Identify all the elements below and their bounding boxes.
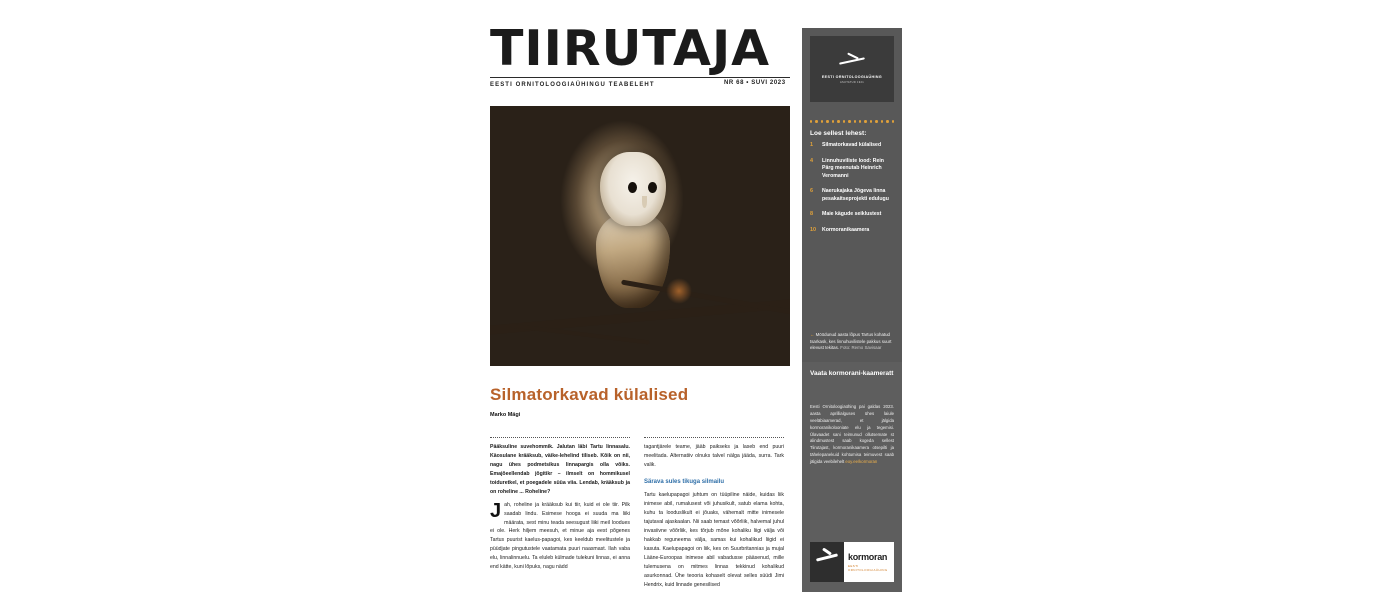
article-headline: Silmatorkavad külalised (490, 385, 689, 404)
contents-title: Loe sellest lehest: (810, 130, 867, 137)
promo-link-prefix[interactable]: eoy. (845, 459, 854, 464)
contents-item[interactable] (810, 188, 896, 203)
owl-beak (642, 196, 647, 208)
light-glow (666, 278, 692, 304)
contents-item[interactable] (810, 211, 896, 219)
contents-page-number: 6 (810, 188, 814, 195)
article-subheading: Särava sules tikuga silmailu (644, 478, 725, 485)
contents-item[interactable] (810, 227, 896, 235)
article-column-left (490, 432, 630, 572)
decorative-dots (810, 120, 894, 123)
photo-credit: Foto: Remo Savisaar (840, 345, 882, 351)
contents-page-number: 10 (810, 226, 817, 233)
article-lead: Pääksuline suvehommik. Jalutan läbi Tartu linnasalu. Käosulane krääksub, väike-lehelind tiliseb. Kõik on nii, nagu ühes podmetsikus linnapargis olla võiks. Emajõeellendab jõgitikr – ilmselt on hommikusel toiduretkel, et poegadele süüa viia. Lendab, krääksub ja on roheline ... Roheline? (490, 444, 630, 495)
masthead-divider (490, 77, 790, 78)
organization-name: EESTI ORNITOLOOGIAÜHING (821, 75, 883, 79)
contents-page-number: 1 (810, 142, 814, 148)
promo-link[interactable]: ee/kormoran (853, 459, 878, 464)
owl-face (600, 152, 666, 226)
promo-panel (802, 362, 902, 592)
article-paragraph-2: tagantjärele teame, jääb paikseks ja laseb end puuri meelitada. Alternatiiv olnuks talvel nälga jääda, surra. Tark valik. (644, 444, 784, 468)
contents-item-label: Silmatorkavad külalised (822, 142, 882, 148)
owl-body (596, 212, 670, 308)
organization-logo (810, 36, 894, 102)
kormoran-logo[interactable] (810, 542, 894, 582)
contents-item[interactable] (810, 158, 896, 181)
contents-page-number: 4 (810, 157, 814, 164)
promo-title: Vaata kormorani-kaameratt (810, 370, 894, 377)
publication-subtitle: EESTI ORNITOLOOGIAÜHINGU TEABELEHT (490, 82, 655, 88)
promo-body (810, 404, 894, 466)
caption-marker: ← (810, 332, 815, 338)
photo-caption (810, 332, 896, 352)
kormoran-word: kormoran (848, 551, 888, 562)
issue-number: NR 68 • SUVI 2023 (724, 80, 786, 86)
contents-item[interactable] (810, 142, 896, 150)
cover-photo (490, 106, 790, 366)
owl-eye-left (628, 182, 637, 193)
article-paragraph-1: ah, roheline ja krääksub kui tiir, kuid ei ole tiir. Pilk saadab lindu. Esimese hooga ei suuda ma liiki määrata, sest minu teada seesugust liiki meil loodues ei ole. Herk hiljem meesuh, et minue aja eest põgenes Tartus puurist kaelus-papagoi, kes keeldub meelitustele ja püüdjate pingutustele vaatamata puuri naasmast. Ilah vaba elu, linnalinnuelu. Ta eluleb külmade tulekuni linnas, ei anna end kätte, kuni lõpuks, nagu nädd (490, 501, 630, 571)
contents-page-number: 8 (810, 211, 814, 218)
barn-owl-image (586, 152, 682, 302)
promo-body-text: Eesti Ornitoloogiaühing pai galdas 2023. aasta aprillialguses ühes laiule veeläbiaamerad, et jälgida kormoranikolooniate elu ja tegemisi. Ülavaadet sani teimunud ollutsemate st alindmustest saab kogeda sellest Tiirutajast, kormoranikaamera otsepilti ja tähelepanekuid kohtumisa teimuvest saab jälgida veebilehelt (810, 404, 894, 464)
contents-list (810, 142, 896, 242)
contents-item-label: Maie kägude seiklustest (822, 211, 882, 218)
owl-eye-right (648, 182, 657, 193)
drop-cap: J (490, 499, 502, 522)
masthead (490, 20, 790, 88)
cormorant-logo-icon (810, 542, 844, 582)
contents-item-label: Kormoranikaamera (822, 226, 870, 233)
contents-item-label: Linnuhuviliste lood: Rein Pärg meenutab Heinrich Veromanni (822, 157, 884, 179)
caption-text: Möödunud aasta lõpus Tartus kohatud tsarkask, kes linnuhuvilistele pakkus suurt elevust tekitas. (810, 332, 892, 351)
contents-sidebar (802, 28, 902, 362)
contents-item-label: Naerukajaka Jõgeva linna pesakaitseprojekti edulugu (822, 188, 889, 202)
article-column-right (644, 432, 784, 589)
article-paragraph-3: Tartu kaelupapagoi juhtum on tüüpiline näide, kuidas liik inimese abil, rumalusest või juhusikult, satub elama kohta, kuhu ta looduslikult ei jõuaks, vähemalt mitte inimesele tajutaval ajaskaalan. Nii saab temast võõrliik, halvemal juhul invasiivne võõrliik, kes tõrjub mõne kohaliku liigi välja või hakkab reguneema välja, samas kui kohalikud liigid ei kasuta. Kaelupapagoi on liik, kes on Suurbritannias ja mujal Lääne-Euroopas inimese abil vabadusse pääsenud, mille tulemusena on mitmes linnas tekkinud kohalikud asurkonnad. Ühe teooria kohaselt olevat selles süüdi Jimi Hendrix, kuid linnade genesilised (644, 492, 784, 588)
column-rule (490, 437, 630, 438)
column-rule (644, 437, 784, 438)
bird-logo-icon (839, 54, 865, 70)
publication-title: TIIRUTAJA (490, 20, 771, 77)
kormoran-subtitle: EESTI ORNITOLOOGIAÜHING (848, 563, 888, 572)
kormoran-wordmark (844, 553, 894, 572)
article-byline: Marko Mägi (490, 412, 521, 418)
article-paragraph-1-wrap (490, 501, 630, 573)
organization-founded: ASUTATUD 1921 (840, 81, 864, 84)
